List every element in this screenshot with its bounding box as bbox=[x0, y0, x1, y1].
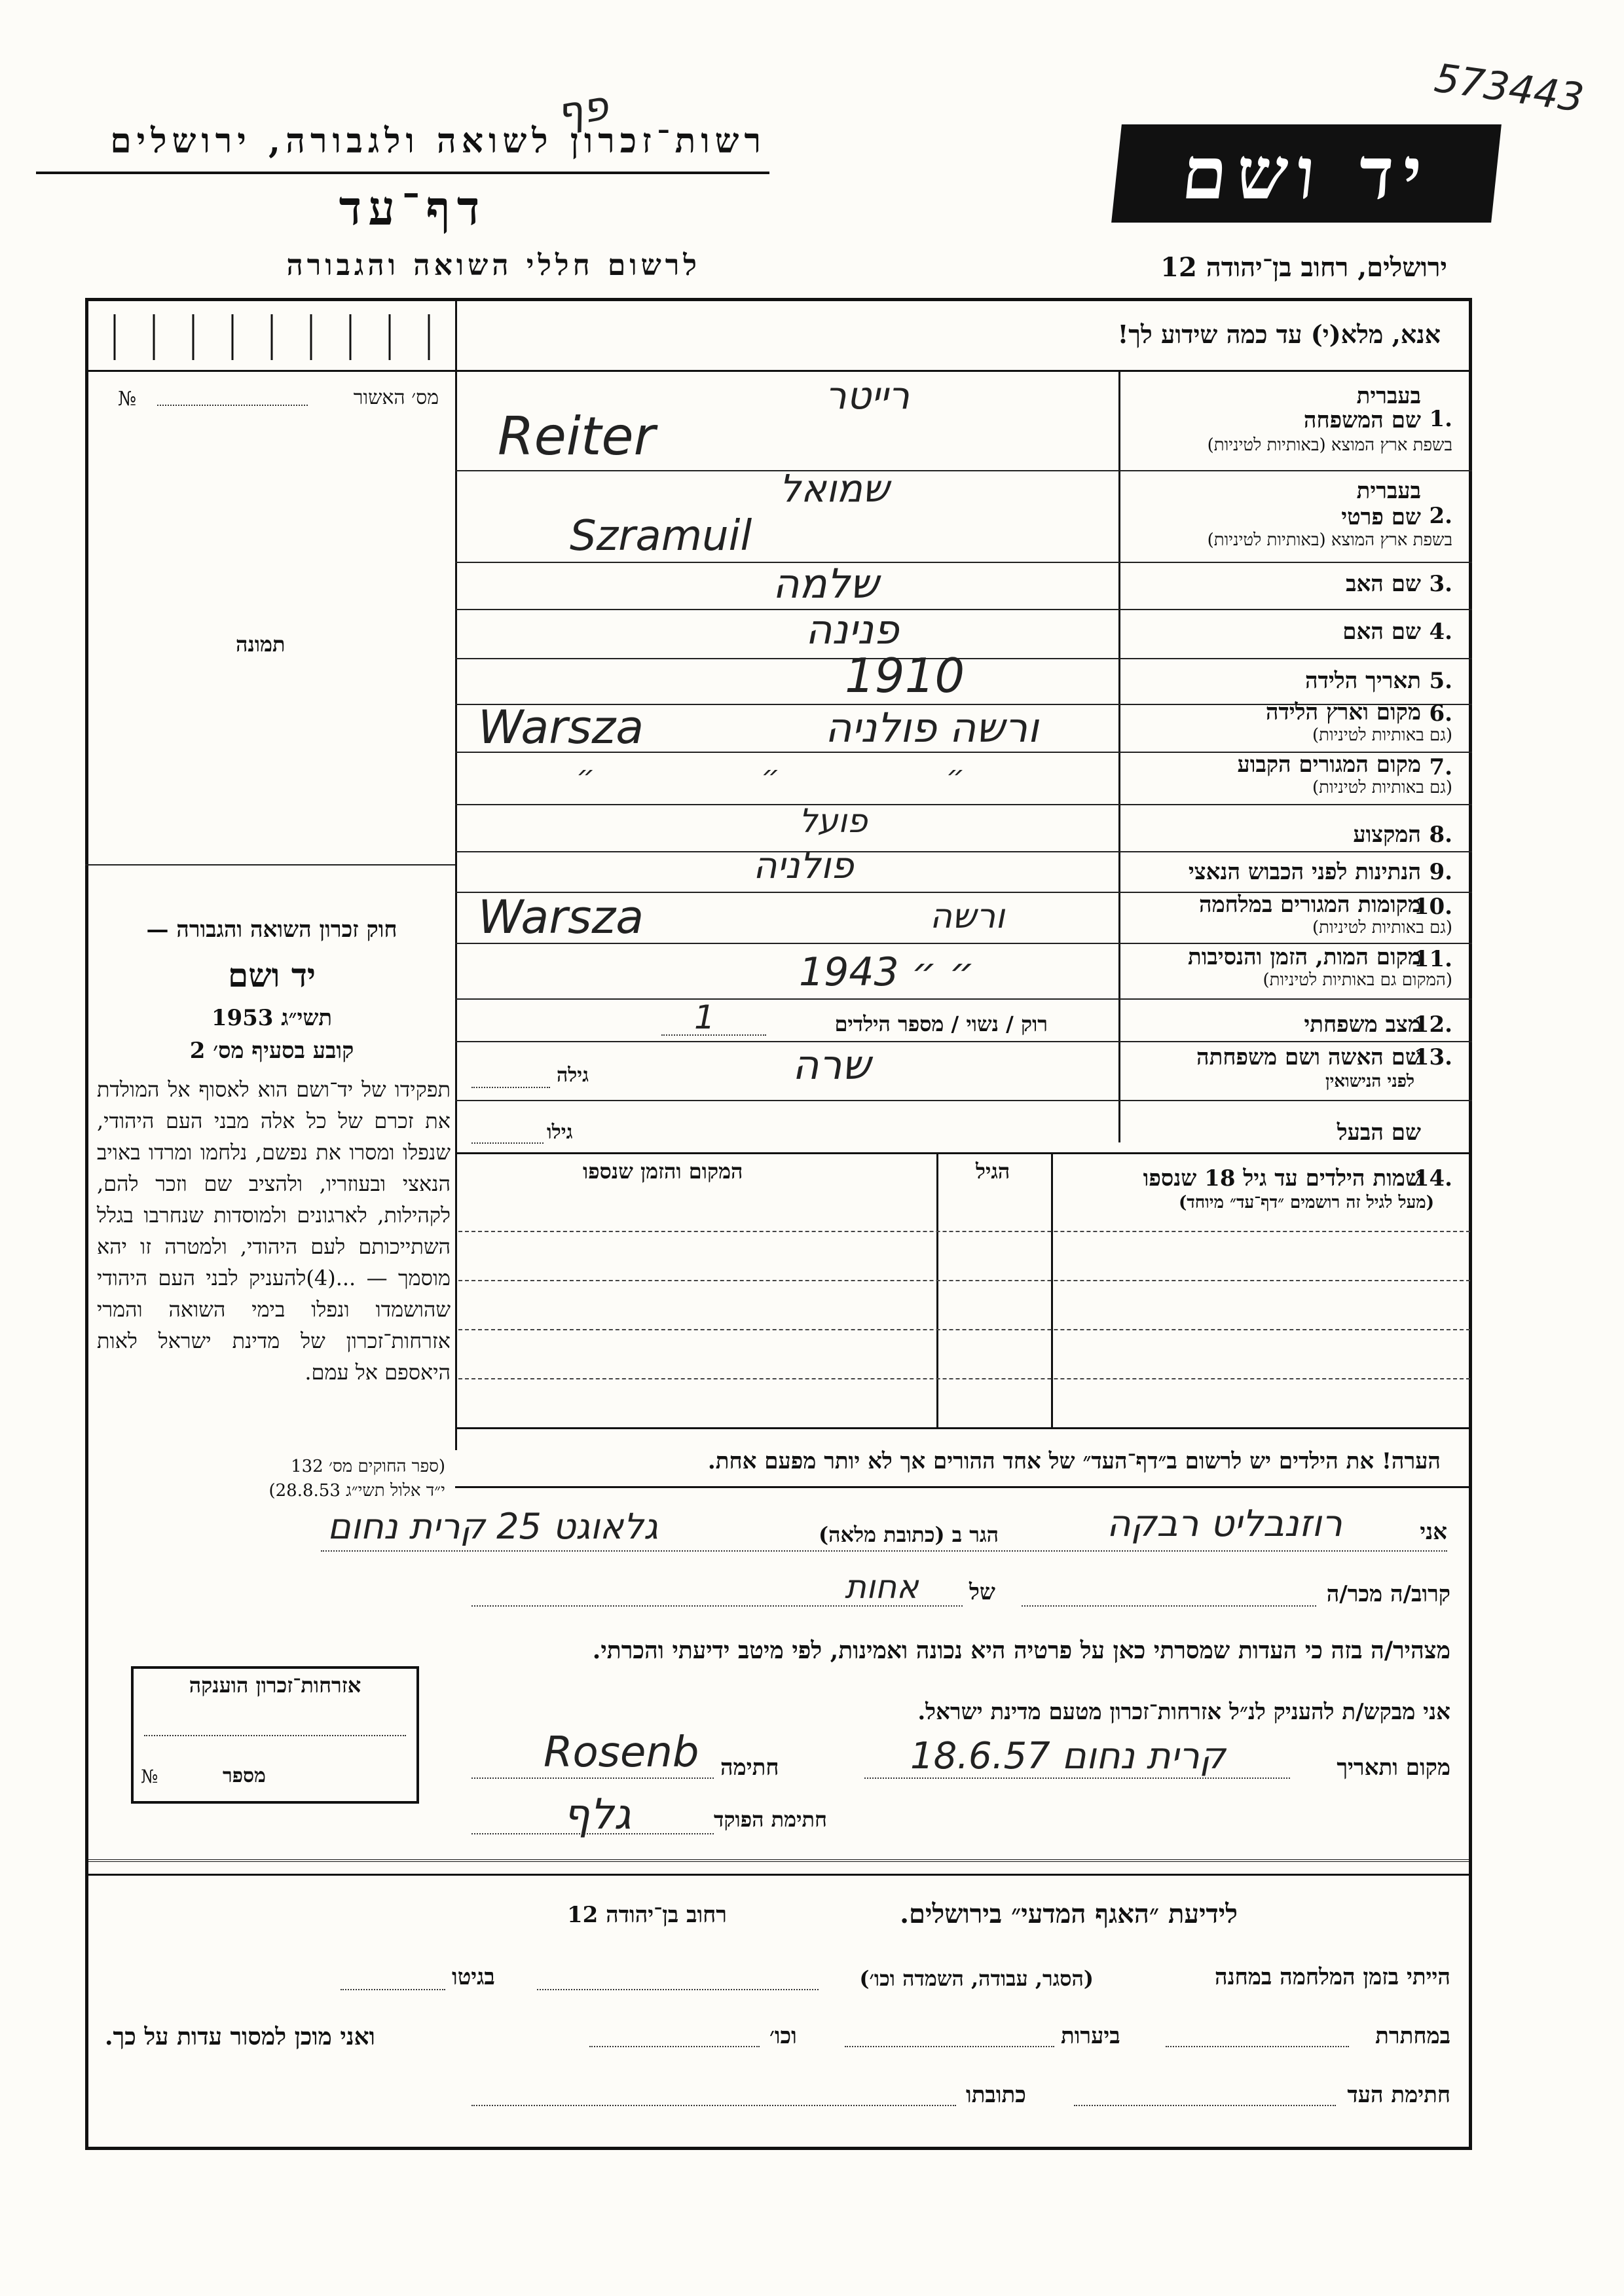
f13-label: שם האשה ושם משפחתה bbox=[1196, 1044, 1421, 1070]
f5-label: תאריך הלידה bbox=[1304, 668, 1421, 694]
f9-value: פולניה bbox=[753, 845, 854, 887]
f4-value: פנינה bbox=[805, 606, 899, 653]
f1-sublabel: בשפת ארץ המוצא (באותיות לטיניות) bbox=[1207, 435, 1452, 455]
instruction-bottom-rule bbox=[85, 370, 1472, 372]
approval-no: № bbox=[118, 388, 137, 410]
footer-address-field bbox=[471, 2105, 956, 2106]
relative-line bbox=[1022, 1605, 1316, 1607]
header-underline bbox=[36, 172, 769, 174]
approval-label: מס׳ האשור bbox=[353, 386, 439, 409]
footer-line2-c: וכו׳ bbox=[769, 2023, 797, 2049]
f3-bottom-rule bbox=[455, 609, 1472, 610]
f10-latin-value: Warsza bbox=[478, 890, 644, 944]
form-title: דף־עד bbox=[339, 180, 487, 236]
f7-bottom-rule bbox=[455, 804, 1472, 805]
declarant-lives-label: הגר ב (כתובת מלאה) bbox=[819, 1522, 999, 1547]
f6-label: מקום וארץ הלידה bbox=[1265, 699, 1421, 725]
f12-value: 1 bbox=[694, 998, 715, 1036]
declarant-address: גלאוגט 25 קרית נחום bbox=[327, 1506, 659, 1547]
official-label: חתימת הפוקד bbox=[714, 1807, 827, 1832]
f11-label: מקום המות, הזמן והנסיבות bbox=[1187, 944, 1421, 970]
footer-top-rule-2 bbox=[88, 1874, 1469, 1876]
f12-number: 12. bbox=[1413, 1011, 1452, 1038]
relation-value: אחות bbox=[845, 1568, 919, 1606]
grid-left-rule bbox=[455, 370, 457, 1450]
header-address: ירושלים, רחוב בן־יהודה 12 bbox=[1160, 252, 1447, 283]
f5-number: 5. bbox=[1429, 668, 1452, 694]
f13-age-line bbox=[471, 1087, 550, 1088]
f1-number: 1. bbox=[1429, 406, 1452, 432]
footer-etc-field bbox=[589, 2046, 760, 2047]
f12-label: מצב משפחתי bbox=[1304, 1011, 1421, 1038]
f8-bottom-rule bbox=[455, 851, 1472, 852]
signature-line bbox=[471, 1777, 714, 1779]
f7-sublabel: (גם באותיות לטיניות) bbox=[1312, 778, 1452, 797]
f2-hebrew-word: בעברית bbox=[1356, 478, 1421, 504]
husband-label: שם הבעל bbox=[1337, 1120, 1421, 1146]
footer-forests-field bbox=[845, 2046, 1054, 2047]
col-place-header: המקום והזמן שנספו bbox=[583, 1159, 743, 1184]
of-line bbox=[471, 1605, 963, 1607]
citizenship-title: אזרחות־זכרון הוענקה bbox=[189, 1673, 361, 1698]
footer-underground-field bbox=[1166, 2046, 1349, 2047]
footer-witness-sig-field bbox=[1074, 2105, 1336, 2106]
f10-number: 10. bbox=[1413, 894, 1452, 920]
approval-line bbox=[157, 405, 308, 406]
form-subtitle: לרשום חללי השואה והגבורה bbox=[286, 249, 701, 282]
f8-label: המקצוע bbox=[1353, 822, 1421, 848]
f6-latin-value: Warsza bbox=[478, 701, 644, 754]
f1-bottom-rule bbox=[455, 470, 1472, 471]
f10-hebrew-value: ורשה bbox=[930, 897, 1005, 936]
footer-line1-field bbox=[537, 1989, 819, 1990]
footer-line3-b: כתובתו bbox=[966, 2082, 1026, 2108]
f4-number: 4. bbox=[1429, 619, 1452, 645]
signature-label: חתימה bbox=[720, 1755, 779, 1781]
f14-sublabel: (מעל לגיל זה רושמים ״דף־עד״ מיוחד) bbox=[1178, 1193, 1434, 1212]
footer-address: רחוב בן־יהודה 12 bbox=[566, 1902, 727, 1928]
f2-latin-value: Szramuil bbox=[570, 512, 752, 560]
f6-sublabel: (גם באותיות לטיניות) bbox=[1312, 725, 1452, 745]
footer-line1-c: בגיטו bbox=[452, 1964, 495, 1990]
husband-age-label: גילו bbox=[547, 1121, 573, 1144]
tick-boxes-svg bbox=[88, 301, 455, 367]
law-title: חוק זכרון השואה והגבורה — bbox=[146, 917, 397, 943]
f10-sublabel: (גם באותיות לטיניות) bbox=[1312, 918, 1452, 938]
f11-bottom-rule bbox=[455, 998, 1472, 1000]
f2-hebrew-value: שמואל bbox=[779, 466, 890, 511]
official-signature: גלף bbox=[563, 1791, 631, 1839]
f13-age-label: גילה bbox=[557, 1064, 589, 1087]
f6-number: 6. bbox=[1429, 701, 1452, 727]
footer-line2-b: ביערות bbox=[1061, 2023, 1120, 2049]
footer-line2-d: ואני מוכן למסור עדות על כך. bbox=[105, 2023, 375, 2050]
footer-top-rule bbox=[88, 1859, 1469, 1862]
children-table-bottom bbox=[455, 1427, 1472, 1429]
place-date-line bbox=[864, 1777, 1290, 1779]
f10-label: מקומות המגורים במלחמה bbox=[1198, 892, 1421, 918]
f3-value: שלמה bbox=[773, 560, 879, 608]
citizenship-no: № bbox=[141, 1766, 158, 1787]
f1-label: שם המשפחה bbox=[1303, 407, 1421, 433]
f12-bottom-rule bbox=[455, 1041, 1472, 1042]
instruction-text: אנא, מלא(י) עד כמה שידוע לך! bbox=[1117, 319, 1441, 349]
tick-boxes bbox=[88, 301, 455, 367]
archive-number: 573443 bbox=[1431, 55, 1587, 122]
note-bottom-rule bbox=[455, 1486, 1472, 1488]
law-ref-1: (ספר החוקים מס׳ 132 bbox=[291, 1457, 445, 1476]
children-row-4 bbox=[458, 1378, 1470, 1379]
children-row-2 bbox=[458, 1280, 1470, 1281]
f11-number: 11. bbox=[1413, 946, 1452, 972]
of-label: של bbox=[969, 1579, 995, 1605]
law-text: תפקידו של יד־ושם הוא לאסוף אל המולדת את זכרם של כל אלה מבני העם היהודי, שנפלו ומסרו את נפשם, נלחמו ומרדו באויב הנאצי ובעוזריו, ולהציב שם וזכר להם, לקהילות, לארגונים ולמוסדות שנחרבו בגלל השתייכותם לעם היהודי, ולמטרה זו יהא מוסמך — ...(4)להעניק לבני העם היהודי שהושמדו ונפלו בימי השואה והמרי אזרחות־זכרון של מדינת ישראל לאות היאספם אל עמם. bbox=[97, 1077, 451, 1385]
f1-hebrew-word: בעברית bbox=[1356, 383, 1421, 409]
law-section: קובע בסעיף מס׳ 2 bbox=[189, 1038, 354, 1064]
f8-value: פועל bbox=[799, 802, 868, 840]
f1-hebrew-value: רייטר bbox=[825, 373, 910, 418]
f2-number: 2. bbox=[1429, 503, 1452, 529]
declaration-text: מצהיר/ה בזה כי העדות שמסרתי כאן על פרטיה היא נכונה ואמינות, לפי מיטב ידיעתי והכרתי. bbox=[592, 1637, 1450, 1664]
law-year: תשי״ג 1953 bbox=[211, 1005, 333, 1031]
husband-age-line bbox=[471, 1142, 544, 1144]
f13-sublabel: לפני הנישואין bbox=[1325, 1072, 1414, 1091]
husband-bottom-rule bbox=[455, 1152, 1472, 1154]
footer-line2-a: במחתרת bbox=[1375, 2023, 1450, 2049]
f9-number: 9. bbox=[1429, 859, 1452, 885]
f7-label: מקום המגורים הקבוע bbox=[1237, 752, 1421, 778]
children-col-rule-1 bbox=[936, 1152, 938, 1427]
col-age-header: הגיל bbox=[976, 1159, 1010, 1184]
law-ref-2: י״ד אלול תשי״ג 28.8.53) bbox=[268, 1481, 445, 1501]
f1-latin-value: Reiter bbox=[498, 406, 655, 467]
f14-number: 14. bbox=[1413, 1165, 1452, 1192]
declarant-line bbox=[321, 1550, 1447, 1552]
f7-value: ״ ״ ״ bbox=[576, 759, 1044, 793]
f12-options: רוק / נשוי / מספר הילדים bbox=[834, 1011, 1048, 1036]
place-date-value: קרית נחום 18.6.57 bbox=[910, 1735, 1226, 1777]
organization-line: רשות־זכרון לשואה ולגבורה, ירושלים bbox=[110, 121, 766, 161]
f7-number: 7. bbox=[1429, 754, 1452, 780]
f2-label: שם פרטי bbox=[1341, 504, 1421, 530]
f11-value: 1943 ״ ״ bbox=[799, 949, 975, 995]
yad-vashem-logo: יד ושם bbox=[1111, 124, 1502, 223]
f9-label: הנתינות לפני הכבוש הנאצי bbox=[1188, 859, 1421, 885]
children-row-1 bbox=[458, 1231, 1470, 1232]
f13-value: שרה bbox=[792, 1041, 871, 1089]
photo-bottom-rule bbox=[85, 864, 455, 866]
f2-sublabel: בשפת ארץ המוצא (באותיות לטיניות) bbox=[1207, 530, 1452, 550]
law-name: יד ושם bbox=[228, 956, 316, 994]
declarant-name: רוזנבליט רבקה bbox=[1107, 1503, 1342, 1545]
f3-number: 3. bbox=[1429, 571, 1452, 597]
children-col-rule-2 bbox=[1051, 1152, 1053, 1427]
note-text: הערה! את הילדים יש לרשום ב״דף־העד״ של אחד ההורים אך לא יותר מפעם אחת. bbox=[707, 1448, 1441, 1474]
f14-label: שמות הילדים עד גיל 18 שנספו bbox=[1143, 1165, 1421, 1192]
place-date-label: מקום ותאריך bbox=[1337, 1755, 1450, 1781]
footer-line3-a: חתימת העד bbox=[1347, 2082, 1450, 2108]
handwritten-stamp-mark: פף bbox=[553, 81, 612, 137]
declarant-signature: Rosenb bbox=[544, 1728, 699, 1777]
f13-number: 13. bbox=[1413, 1044, 1452, 1070]
grid-label-divider bbox=[1118, 370, 1120, 1142]
f13-bottom-rule bbox=[455, 1100, 1472, 1101]
request-text: אני מבקש/ת להעניק לנ״ל אזרחות־זכרון מטעם מדינת ישראל. bbox=[917, 1699, 1450, 1725]
photo-label: תמונה bbox=[236, 632, 286, 657]
f4-label: שם האם bbox=[1342, 619, 1421, 645]
footer-line1-b: (הסגר, עבודה, השמדה וכו׳) bbox=[859, 1966, 1094, 1991]
footer-ghetto-field bbox=[341, 1989, 445, 1990]
relative-label: קרוב/ה מכר/ה bbox=[1326, 1581, 1450, 1607]
f2-bottom-rule bbox=[455, 562, 1472, 563]
citizenship-line bbox=[144, 1735, 406, 1736]
f8-number: 8. bbox=[1429, 822, 1452, 848]
children-row-3 bbox=[458, 1329, 1470, 1330]
footer-title: לידיעת ״האגף המדעי״ בירושלים. bbox=[900, 1899, 1238, 1929]
declarant-i-label: אני bbox=[1420, 1519, 1447, 1545]
f5-value: 1910 bbox=[845, 648, 965, 703]
f3-label: שם האב bbox=[1346, 571, 1421, 597]
f11-sublabel: (המקום גם באותיות לטיניות) bbox=[1263, 970, 1452, 990]
footer-line1-a: הייתי בזמן המלחמה במחנה bbox=[1215, 1964, 1450, 1990]
official-line bbox=[471, 1833, 714, 1834]
citizenship-number-label: מספר bbox=[223, 1764, 266, 1787]
f6-hebrew-value: ורשה פולניה bbox=[825, 704, 1039, 752]
